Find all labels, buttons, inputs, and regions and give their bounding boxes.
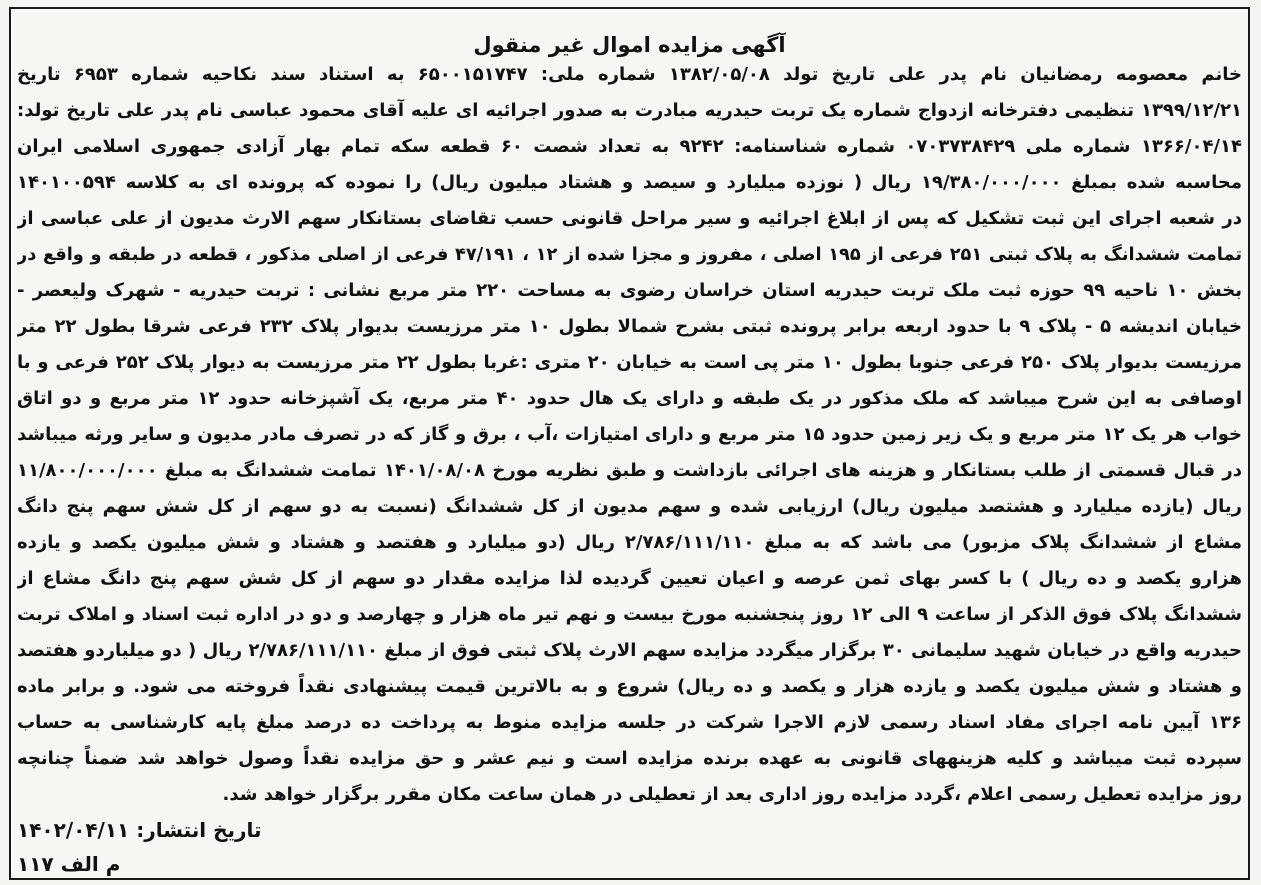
notice-line: در شعبه اجرای این ثبت تشکیل که پس از ابلاغ اجرائیه و سیر مراحل قانونی حسب تقاضای بستانکار سهم الارث مدیون از علی عباسی از	[17, 208, 1242, 229]
reference-number: م الف ۱۱۷	[17, 852, 121, 876]
notice-line: محاسبه شده بمبلغ ۱۹/۳۸۰/۰۰۰/۰۰۰ ریال ( نوزده میلیارد و سیصد و هشتاد میلیون ریال) را نموده که پرونده ای به کلاسه ۱۴۰۱۰۰۵۹۴	[17, 172, 1242, 193]
notice-line: اوصافی به این شرح میباشد که ملک مذکور در یک طبقه و دارای یک هال حدود ۴۰ متر مربع، یک آشپزخانه حدود ۱۲ متر مربع و دو اتاق	[17, 388, 1242, 409]
notice-line: در قبال قسمتی از طلب بستانکار و هزینه های اجرائی بازداشت و طبق نظریه مورخ ۱۴۰۱/۰۸/۰۸ تمامت ششدانگ به مبلغ ۱۱/۸۰۰/۰۰۰/۰۰۰	[17, 460, 1242, 481]
notice-line: ۱۳۹۹/۱۲/۲۱ تنظیمی دفترخانه ازدواج شماره یک تربت حیدریه مبادرت به صدور اجرائیه ای علیه آقای محمود عباسی نام پدر علی تاریخ تولد:	[17, 100, 1242, 121]
notice-line: روز مزایده تعطیل رسمی اعلام ،گردد مزایده روز اداری بعد از تعطیلی در همان ساعت مکان مقرر برگزار خواهد شد.	[222, 784, 1242, 805]
notice-line: و هشتاد و شش میلیون یکصد و یازده هزار و یکصد و ده ریال) شروع و به بالاترین قیمت پیشنهادی نقداً فروخته می شود. و برابر ماده	[17, 676, 1242, 697]
notice-line: سپرده ثبت میباشد و کلیه هزینههای قانونی به عهده برنده مزایده است و نیم عشر و حق مزایده نقداً وصول خواهد شد ضمناً چنانچه	[17, 748, 1242, 769]
notice-line: حیدریه واقع در خیابان شهید سلیمانی ۳۰ برگزار میگردد مزایده سهم الارث پلاک ثبتی فوق از مبلغ ۲/۷۸۶/۱۱۱/۱۱۰ ریال ( دو میلیاردو هفتصد	[17, 640, 1242, 661]
notice-line: ۱۳۶۶/۰۴/۱۴ شماره ملی ۰۷۰۳۷۳۸۴۲۹ شماره شناسنامه: ۹۲۴۲ به تعداد شصت ۶۰ قطعه سکه تمام بهار آزادی جمهوری اسلامی ایران	[17, 136, 1242, 157]
notice-line: ششدانگ پلاک فوق الذکر از ساعت ۹ الی ۱۲ روز پنجشنبه مورخ بیست و نهم تیر ماه هزار و چهارصد و دو در اداره ثبت اسناد و املاک تربت	[17, 604, 1242, 625]
notice-line: ۱۳۶ آیین نامه اجرای مفاد اسناد رسمی لازم الاجرا شرکت در جلسه مزایده منوط به پرداخت ده درصد مبلغ پایه کارشناسی به حساب	[17, 712, 1242, 733]
notice-line: ریال (یازده میلیارد و هشتصد میلیون ریال) ارزیابی شده و سهم مدیون از کل ششدانگ (نسبت به دو سهم از کل شش سهم پنج دانگ	[17, 496, 1242, 517]
notice-line: خانم معصومه رمضانیان نام پدر علی تاریخ تولد ۱۳۸۲/۰۵/۰۸ شماره ملی: ۶۵۰۰۱۵۱۷۴۷ به استناد سند نکاحیه شماره ۶۹۵۳ تاریخ	[17, 64, 1242, 85]
notice-line: هزارو یکصد و ده ریال ) با کسر بهای ثمن عرصه و اعیان تعیین گردیده لذا مزایده مقدار دو سهم از کل شش سهم پنج دانگ مشاع از	[17, 568, 1242, 589]
notice-line: مرزیست بدیوار پلاک ۲۵۰ فرعی جنوبا بطول ۱۰ متر پی است به خیابان ۲۰ متری :غربا بطول ۲۲ متر مرزیست به دیوار پلاک ۲۵۲ فرعی و با	[17, 352, 1242, 373]
notice-line: مشاع از ششدانگ پلاک مزبور) می باشد که به مبلغ ۲/۷۸۶/۱۱۱/۱۱۰ ریال (دو میلیارد و هفتصد و هشتاد و شش میلیون یکصد و یازده	[17, 532, 1242, 553]
publish-date: تاریخ انتشار: ۱۴۰۲/۰۴/۱۱	[17, 818, 262, 842]
notice-title: آگهی مزایده اموال غیر منقول	[473, 33, 786, 57]
notice-body	[17, 57, 1242, 813]
notice-line: بخش ۱۰ ناحیه ۹۹ حوزه ثبت ملک تربت حیدریه استان خراسان رضوی به مساحت ۲۲۰ متر مربع نشانی : تربت حیدریه - شهرک ولیعصر -	[17, 280, 1242, 301]
notice-line: خیابان اندیشه ۵ - پلاک ۹ با حدود اربعه برابر پرونده ثبتی بشرح شمالا بطول ۱۰ متر مرزیست بدیوار پلاک ۲۳۲ فرعی شرقا بطول ۲۲ متر	[17, 316, 1242, 337]
notice-line: خواب هر یک ۱۲ متر مربع و یک زیر زمین حدود ۱۵ متر مربع و دارای امتیازات ،آب ، برق و گاز که در تصرف مادر مدیون و سایر ورثه میباشد	[17, 424, 1242, 445]
auction-notice	[9, 7, 1250, 880]
notice-line: تمامت ششدانگ به پلاک ثبتی ۲۵۱ فرعی از ۱۹۵ اصلی ، مفروز و مجزا شده از ۱۲ ، ۴۷/۱۹۱ فرعی از اصلی مذکور ، قطعه در طبقه و واقع در	[17, 245, 1242, 265]
